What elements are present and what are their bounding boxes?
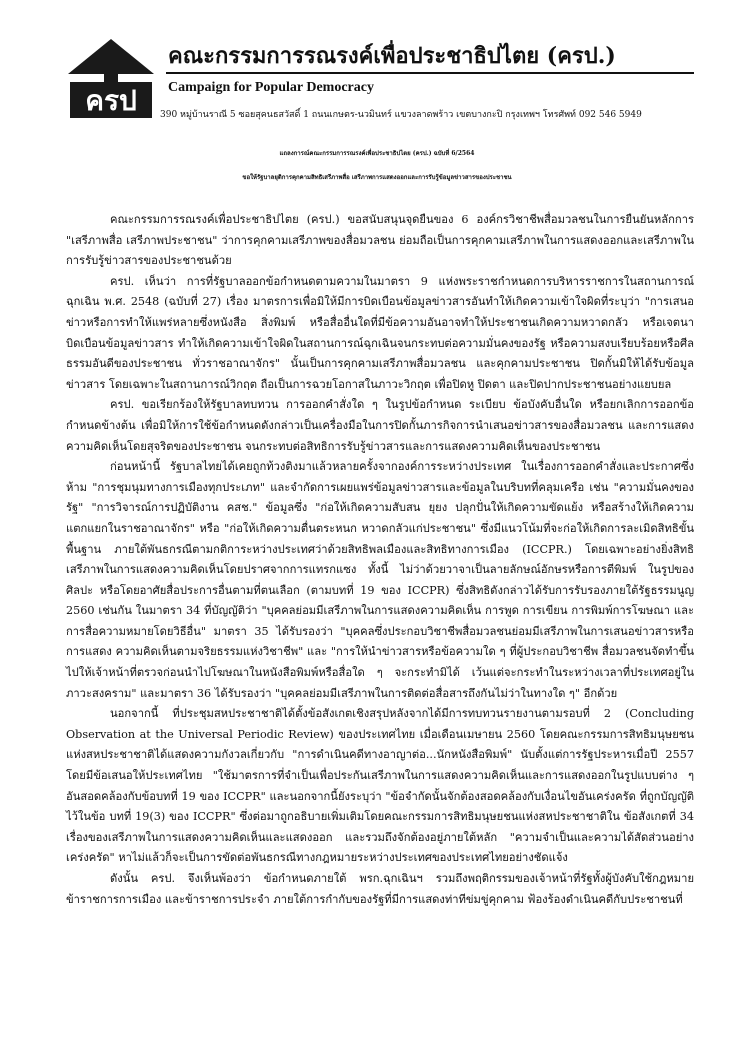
org-name-thai: คณะกรรมการรณรงค์เพื่อประชาธิปไตย (ครป.) — [168, 43, 616, 69]
paragraph: คณะกรรมการรณรงค์เพื่อประชาธิปไตย (ครป.) ขอสนับสนุนจุดยืนของ 6 องค์กรวิชาชีพสื่อมวลชนในการยืนยันหลักการ "เสรีภาพสื่อ เสรีภาพประชาชน" ว่าการคุกคามเสรีภาพของสื่อมวลชน ย่อมถือเป็นการคุกคามเสรีภาพในการแสดงออกและเสรีภาพในการรับรู้ข่าวสารของประชาชนด้วย — [66, 213, 694, 268]
paragraph: ดังนั้น ครป. จึงเห็นพ้องว่า ข้อกำหนดภายใต้ พรก.ฉุกเฉินฯ รวมถึงพฤติกรรมของเจ้าหน้าที่รัฐทั้งผู้บังคับใช้กฎหมาย ข้าราชการการเมือง และข้าราชการประจำ ภายใต้การกำกับของรัฐที่มีการแสดงท่าทีข่มขู่คุกคาม ฟ้องร้องดำเนินคดีกับประชาชนที่ — [66, 872, 694, 906]
statement-subtitle: ขอให้รัฐบาลยุติการคุกคามสิทธิเสรีภาพสื่อ เสรีภาพการแสดงออกและการรับรู้ข้อมูลข่าวสารของประชาชน — [242, 174, 512, 181]
paragraph: ครป. เห็นว่า การที่รัฐบาลออกข้อกำหนดตามความในมาตรา 9 แห่งพระราชกำหนดการบริหารราชการในสถานการณ์ฉุกเฉิน พ.ศ. 2548 (ฉบับที่ 27) เรื่อง มาตรการเพื่อมิให้มีการบิดเบือนข้อมูลข่าวสารอันทำให้เกิดความเข้าใจผิดที่ระบุว่า "การเสนอข่าวหรือการทำให้แพร่หลายซึ่งหนังสือ สิ่งพิมพ์ หรือสื่ออื่นใดที่มีข้อความอันอาจทำให้ประชาชนเกิดความหวาดกลัว หรือเจตนาบิดเบือนข้อมูลข่าวสาร ทำให้เกิดความเข้าใจผิดในสถานการณ์ฉุกเฉินจนกระทบต่อความมั่นคงของรัฐ หรือความสงบเรียบร้อยหรือศีลธรรมอันดีของประชาชน ทั่วราชอาณาจักร" นั้นเป็นการคุกคามเสรีภาพสื่อมวลชน และคุกคามประชาชน ปิดกั้นมิให้ได้รับข้อมูลข่าวสาร โดยเฉพาะในสถานการณ์วิกฤต ถือเป็นการฉวยโอกาสในภาวะวิกฤต เพื่อปิดหู ปิดตา และปิดปากประชาชนอย่างแยบยล — [66, 274, 694, 391]
org-name-english: Campaign for Popular Democracy — [168, 80, 374, 95]
cpd-logo — [66, 37, 156, 119]
statement-title: แถลงการณ์คณะกรรมการรณรงค์เพื่อประชาธิปไตย (ครป.) ฉบับที่ 6/2564 — [279, 150, 475, 157]
paragraph: ก่อนหน้านี้ รัฐบาลไทยได้เคยถูกท้วงติงมาแล้วหลายครั้งจากองค์การระหว่างประเทศ ในเรื่องการออกคำสั่งและประกาศซึ่งห้าม "การชุมนุมทางการเมืองทุกประเภท" และจำกัดการเผยแพร่ข้อมูลข่าวสารและข้อมูลในบริบทที่คลุมเครือ เช่น "ความมั่นคงของรัฐ" "การวิจารณ์การปฏิบัติงาน คสช." ข้อมูลซึ่ง "ก่อให้เกิดความสับสน ยุยง ปลุกปั่นให้เกิดความขัดแย้ง หรือสร้างให้เกิดความ แตกแยกในราชอาณาจักร" หรือ "ก่อให้เกิดความตื่นตระหนก หวาดกลัวแก่ประชาชน" ซึ่งมีแนวโน้มที่จะก่อให้เกิดการละเมิดสิทธิขั้นพื้นฐาน ภายใต้พันธกรณีตามกติการะหว่างประเทศว่าด้วยสิทธิพลเมืองและสิทธิทางการเมือง (ICCPR.) โดยเฉพาะอย่างยิ่งสิทธิเสรีภาพในการแสดงความคิดเห็นโดยปราศจากการแทรกแซง ทั้งนี้ ไม่ว่าด้วยวาจาเป็นลายลักษณ์อักษรหรือการตีพิมพ์ ในรูปของศิลปะ หรือโดยอาศัยสื่อประการอื่นตามที่ตนเลือก (ตามบทที่ 19 ของ ICCPR) ซึ่งสิทธิดังกล่าวได้รับการรับรองภายใต้รัฐธรรมนูญ 2560 เช่นกัน ในมาตรา 34 ที่บัญญัติว่า "บุคคลย่อมมีเสรีภาพในการแสดงความคิดเห็น การพูด การเขียน การพิมพ์การโฆษณา และการสื่อความหมายโดยวิธีอื่น" มาตรา 35 ได้รับรองว่า "บุคคลซึ่งประกอบวิชาชีพสื่อมวลชนย่อมมีเสรีภาพในการเสนอข่าวสารหรือการแสดง ความคิดเห็นตามจริยธรรมแห่งวิชาชีพ" และ "การให้นำข่าวสารหรือข้อความใด ๆ ที่ผู้ประกอบวิชาชีพ สื่อมวลชนจัดทำขึ้นไปให้เจ้าหน้าที่ตรวจก่อนนำไปโฆษณาในหนังสือพิมพ์หรือสื่อใด ๆ จะกระทำมิได้ เว้นแต่จะกระทำในระหว่างเวลาที่ประเทศอยู่ในภาวะสงคราม" และมาตรา 36 ได้รับรองว่า "บุคคลย่อมมีเสรีภาพในการติดต่อสื่อสารถึงกันไม่ว่าในทางใด ๆ" อีกด้วย — [66, 460, 694, 700]
paragraph: ครป. ขอเรียกร้องให้รัฐบาลทบทวน การออกคำสั่งใด ๆ ในรูปข้อกำหนด ระเบียบ ข้อบังคับอื่นใด หรือยกเลิกการออกข้อกำหนดข้างต้น เพื่อมิให้การใช้ข้อกำหนดดังกล่าวเป็นเครื่องมือในการปิดกั้นภารกิจการนำเสนอข่าวสารของสื่อมวลชน และการแสดงความคิดเห็นโดยสุจริตของประชาชน จนกระทบต่อสิทธิการรับรู้ข่าวสารและการแสดงความคิดเห็นของประชาชน — [66, 398, 694, 453]
org-address: 390 หมู่บ้านราณี 5 ซอยสุคนธสวัสดิ์ 1 ถนนเกษตร-นวมินทร์ แขวงลาดพร้าว เขตบางกะปิ กรุงเทพฯ โทรศัพท์ 092 546 5949 — [160, 110, 642, 120]
logo-text: ครป — [85, 84, 137, 117]
paragraph: นอกจากนี้ ที่ประชุมสหประชาชาติได้ตั้งข้อสังเกตเชิงสรุปหลังจากได้มีการทบทวนรายงานตามรอบที่ 2 (Concluding Observation at the Universal Periodic Review) ของประเทศไทย เมื่อเดือนเมษายน 2560 โดยคณะกรรมการสิทธิมนุษยชนแห่งสหประชาชาติได้แสดงความกังวลเกี่ยวกับ "การดำเนินคดีทางอาญาต่อ...นักหนังสือพิมพ์" นับตั้งแต่การรัฐประหารเมื่อปี 2557 โดยมีข้อเสนอให้ประเทศไทย "ใช้มาตรการที่จำเป็นเพื่อประกันเสรีภาพในการแสดงความคิดเห็นและการแสดงออกในรูปแบบต่าง ๆ อันสอดคล้องกับข้อบทที่ 19 ของ ICCPR" และนอกจากนี้ยังระบุว่า "ข้อจำกัดนั้นจักต้องสอดคล้องกับเงื่อนไขอันเคร่งครัด ที่ถูกบัญญัติไว้ในข้อ บทที่ 19(3) ของ ICCPR" ซึ่งต่อมาถูกอธิบายเพิ่มเติมโดยคณะกรรมการสิทธิมนุษยชนแห่งสหประชาชาติใน ข้อสังเกตที่ 34 เรื่องของเสรีภาพในการแสดงความคิดเห็นและแสดงออก และรวมถึงจักต้องอยู่ภายใต้หลัก "ความจำเป็นและความได้สัดส่วนอย่างเคร่งครัด" หาไม่แล้วก็จะเป็นการขัดต่อพันธกรณีทางกฎหมายระหว่างประเทศของประเทศไทยอย่างชัดแจ้ง — [66, 707, 694, 865]
letterhead-rule — [166, 72, 694, 74]
statement-body — [66, 210, 694, 910]
